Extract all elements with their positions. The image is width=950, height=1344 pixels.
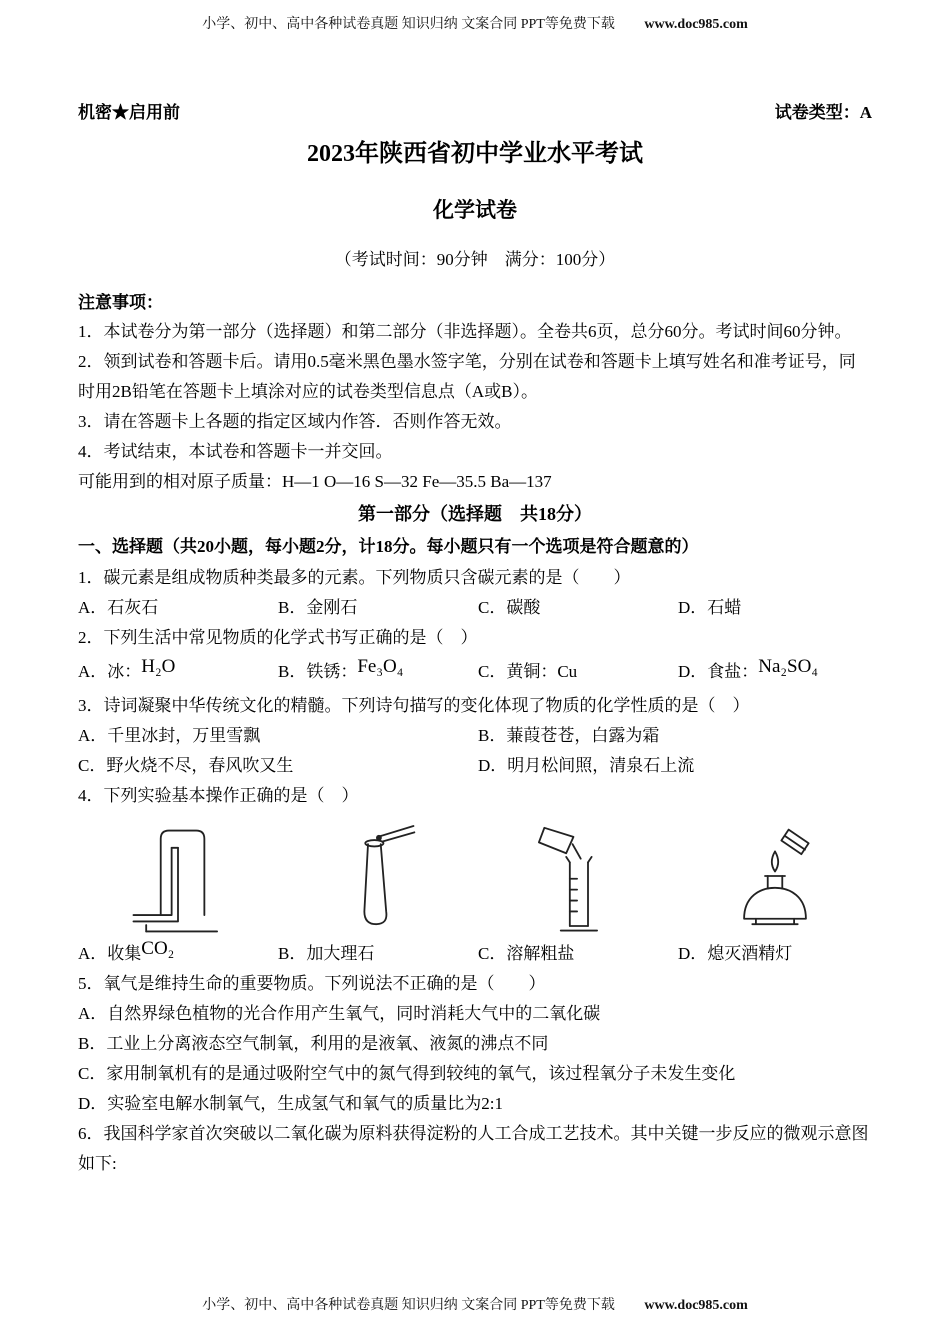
paper-type-label: 试卷类型：A xyxy=(774,103,872,122)
option-a: A．千里冰封，万里雪飘 xyxy=(78,726,261,745)
option-d: D．石蜡 xyxy=(678,598,742,617)
question-1 xyxy=(78,563,872,623)
chemical-formula: CO₂ xyxy=(141,938,175,959)
section1-heading: 一、选择题（共20小题，每小题2分，计18分。每小题只有一个选项是符合题意的） xyxy=(78,537,699,556)
question-2 xyxy=(78,623,872,691)
option-d: D．明月松间照，清泉石上流 xyxy=(478,756,695,775)
option-label: D．熄灭酒精灯 xyxy=(678,944,793,963)
option-b xyxy=(278,939,478,969)
option-d xyxy=(678,653,872,691)
notice-heading: 注意事项： xyxy=(78,293,163,312)
option-a xyxy=(78,653,278,691)
option-c: C．碳酸 xyxy=(478,598,541,617)
notice-item-1: 1．本试卷分为第一部分（选择题）和第二部分（非选择题）。全卷共6页，总分60分。考试时间60分钟。 xyxy=(78,322,852,341)
part1-heading: 第一部分（选择题 共18分） xyxy=(358,504,592,524)
add-marble-illustration xyxy=(328,823,428,939)
question-5-text xyxy=(78,969,872,999)
question-5-prefix: 5．氧气是维持生命的重要物质。下列说法 xyxy=(78,974,393,993)
question-4 xyxy=(78,781,872,969)
option-c: C．野火烧不尽，春风吹又生 xyxy=(78,756,294,775)
figure-extinguish-lamp xyxy=(678,819,872,939)
option-label: D．食盐： xyxy=(678,662,759,681)
question-3-options xyxy=(78,721,872,781)
option-label: C．溶解粗盐 xyxy=(478,944,575,963)
site-footer-url: www.doc985.com xyxy=(644,1298,748,1313)
notice-item-3: 3．请在答题卡上各题的指定区域内作答．否则作答无效。 xyxy=(78,412,512,431)
site-header xyxy=(0,13,950,33)
figure-add-marble xyxy=(278,819,478,939)
option-label: A．收集 xyxy=(78,944,142,963)
site-header-url: www.doc985.com xyxy=(644,17,748,32)
option-a xyxy=(78,939,278,969)
question-4-options xyxy=(78,939,872,969)
option-c xyxy=(478,939,678,969)
option-c: C．家用制氧机有的是通过吸附空气中的氮气得到较纯的氧气，该过程氧分子未发生变化 xyxy=(78,1064,736,1083)
notice-item-2: 2．领到试卷和答题卡后。请用0.5毫米黑色墨水签字笔，分别在试卷和答题卡上填写姓名和准考证号，同时用2B铅笔在答题卡上填涂对应的试卷类型信息点（A或B）。 xyxy=(78,352,856,401)
question-5-emphasized: 不正确 xyxy=(392,974,444,993)
question-2-options xyxy=(78,653,872,691)
chemical-formula: Fe₃O₄ xyxy=(357,656,404,677)
notice-item-4: 4．考试结束，本试卷和答题卡一并交回。 xyxy=(78,442,393,461)
question-4-text: 4．下列实验基本操作正确的是（ ） xyxy=(78,786,359,805)
option-a: A．石灰石 xyxy=(78,598,159,617)
option-d: D．实验室电解水制氧气，生成氢气和氧气的质量比为2:1 xyxy=(78,1094,503,1113)
question-3-text: 3．诗词凝聚中华传统文化的精髓。下列诗句描写的变化体现了物质的化学性质的是（ ） xyxy=(78,696,750,715)
question-3 xyxy=(78,691,872,781)
figure-collect-co2 xyxy=(78,819,278,939)
site-header-text: 小学、初中、高中各种试卷真题 知识归纳 文案合同 PPT等免费下载 xyxy=(202,17,615,32)
option-label: C．黄铜：Cu xyxy=(478,662,578,681)
option-label: B．铁锈： xyxy=(278,662,358,681)
dissolve-salt-illustration xyxy=(528,823,628,939)
option-a: A．自然界绿色植物的光合作用产生氧气，同时消耗大气中的二氧化碳 xyxy=(78,1004,601,1023)
option-label: A．冰： xyxy=(78,662,142,681)
paper-subtitle: 化学试卷 xyxy=(433,198,517,222)
option-b xyxy=(278,653,478,691)
atomic-masses-line: 可能用到的相对原子质量：H—1 O—16 S—32 Fe—35.5 Ba—137 xyxy=(78,472,552,491)
exam-info: （考试时间：90分钟 满分：100分） xyxy=(334,250,616,269)
chemical-formula: H₂O xyxy=(141,656,176,677)
option-b: B．金刚石 xyxy=(278,598,358,617)
question-5-suffix: 的是（ ） xyxy=(443,974,546,993)
paper-title: 2023年陕西省初中学业水平考试 xyxy=(307,141,643,167)
extinguish-lamp-illustration xyxy=(725,823,825,939)
question-1-options xyxy=(78,593,872,623)
collect-co2-illustration xyxy=(128,823,228,939)
question-6 xyxy=(78,1119,872,1179)
question-4-figures xyxy=(78,819,872,939)
question-5 xyxy=(78,969,872,1119)
site-footer-text: 小学、初中、高中各种试卷真题 知识归纳 文案合同 PPT等免费下载 xyxy=(202,1298,615,1313)
option-b: B．蒹葭苍苍，白露为霜 xyxy=(478,726,660,745)
question-6-text: 6．我国科学家首次突破以二氧化碳为原料获得淀粉的人工合成工艺技术。其中关键一步反应的微观示意图如下: xyxy=(78,1124,869,1173)
question-2-text: 2．下列生活中常见物质的化学式书写正确的是（ ） xyxy=(78,628,478,647)
site-footer xyxy=(0,1294,950,1314)
secrecy-label: 机密★启用前 xyxy=(78,103,180,122)
option-label: B．加大理石 xyxy=(278,944,375,963)
figure-dissolve-salt xyxy=(478,819,678,939)
chemical-formula: Na₂SO₄ xyxy=(758,656,818,677)
option-c xyxy=(478,653,678,691)
option-b: B．工业上分离液态空气制氧，利用的是液氧、液氮的沸点不同 xyxy=(78,1034,549,1053)
option-d xyxy=(678,939,872,969)
meta-row xyxy=(78,98,872,123)
question-1-text: 1．碳元素是组成物质种类最多的元素。下列物质只含碳元素的是（ ） xyxy=(78,568,631,587)
